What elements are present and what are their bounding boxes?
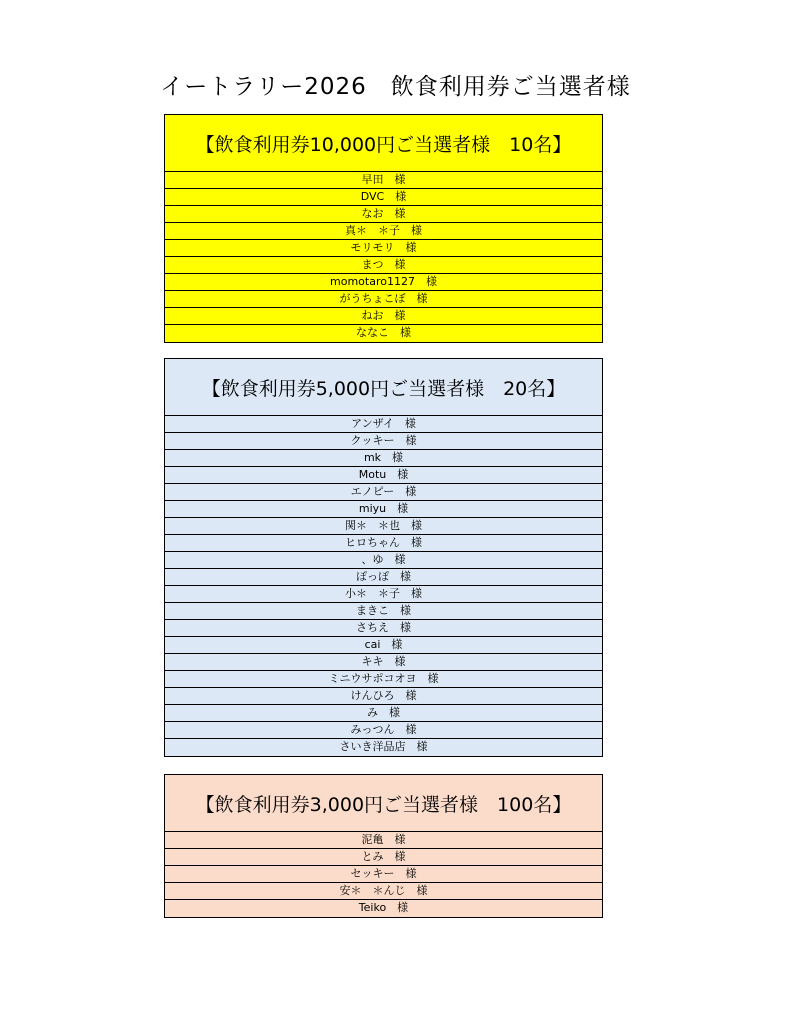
winner-row: さいき洋品店 様 bbox=[339, 740, 428, 753]
winner-row: mk 様 bbox=[165, 450, 602, 467]
winner-row: みっつん 様 bbox=[165, 722, 602, 739]
winner-row: 関＊ ＊也 様 bbox=[165, 518, 602, 535]
winner-row: Teiko 様 bbox=[358, 901, 409, 914]
winners-table-10000-yen bbox=[164, 114, 603, 343]
winner-row: miyu 様 bbox=[165, 501, 602, 518]
winner-row: cai 様 bbox=[165, 637, 602, 654]
winner-row: セッキー 様 bbox=[165, 866, 602, 883]
winner-row: ななこ 様 bbox=[356, 326, 411, 339]
winner-row: ねお 様 bbox=[165, 308, 602, 325]
winner-row: 泥亀 様 bbox=[165, 832, 602, 849]
winner-row: 安＊ ＊んじ 様 bbox=[165, 883, 602, 900]
winner-row: 小＊ ＊子 様 bbox=[165, 586, 602, 603]
winner-row: momotaro1127 様 bbox=[165, 274, 602, 291]
section-heading-10000-yen: 【飲食利用券10,000円ご当選者様 10名】 bbox=[165, 115, 602, 172]
winner-row: クッキー 様 bbox=[165, 433, 602, 450]
winner-row: エノピー 様 bbox=[165, 484, 602, 501]
winner-row: なお 様 bbox=[165, 206, 602, 223]
winner-row: DVC 様 bbox=[165, 189, 602, 206]
section-heading-3000-yen: 【飲食利用券3,000円ご当選者様 100名】 bbox=[165, 775, 602, 832]
winner-row: ぽっぽ 様 bbox=[165, 569, 602, 586]
winners-table-3000-yen bbox=[164, 774, 603, 918]
winner-row: がうちょこぼ 様 bbox=[165, 291, 602, 308]
winner-row: ヒロちゃん 様 bbox=[165, 535, 602, 552]
winner-row: み 様 bbox=[165, 705, 602, 722]
page-title: イートラリー2026 飲食利用券ご当選者様 bbox=[160, 74, 631, 100]
winner-row: キキ 様 bbox=[165, 654, 602, 671]
winner-row: さちえ 様 bbox=[165, 620, 602, 637]
winners-table-5000-yen bbox=[164, 358, 603, 757]
winner-row: ミニウサポコオヨ 様 bbox=[165, 671, 602, 688]
winner-row: モリモリ 様 bbox=[165, 240, 602, 257]
winner-row: まつ 様 bbox=[165, 257, 602, 274]
winner-row: 真＊ ＊子 様 bbox=[165, 223, 602, 240]
winner-row: アンザイ 様 bbox=[165, 416, 602, 433]
winner-row: けんひろ 様 bbox=[165, 688, 602, 705]
winner-row: まきこ 様 bbox=[165, 603, 602, 620]
winner-row: 早田 様 bbox=[165, 172, 602, 189]
winner-row: 、ゆ 様 bbox=[165, 552, 602, 569]
section-heading-5000-yen: 【飲食利用券5,000円ご当選者様 20名】 bbox=[165, 359, 602, 416]
winner-row: Motu 様 bbox=[165, 467, 602, 484]
winner-row: とみ 様 bbox=[165, 849, 602, 866]
